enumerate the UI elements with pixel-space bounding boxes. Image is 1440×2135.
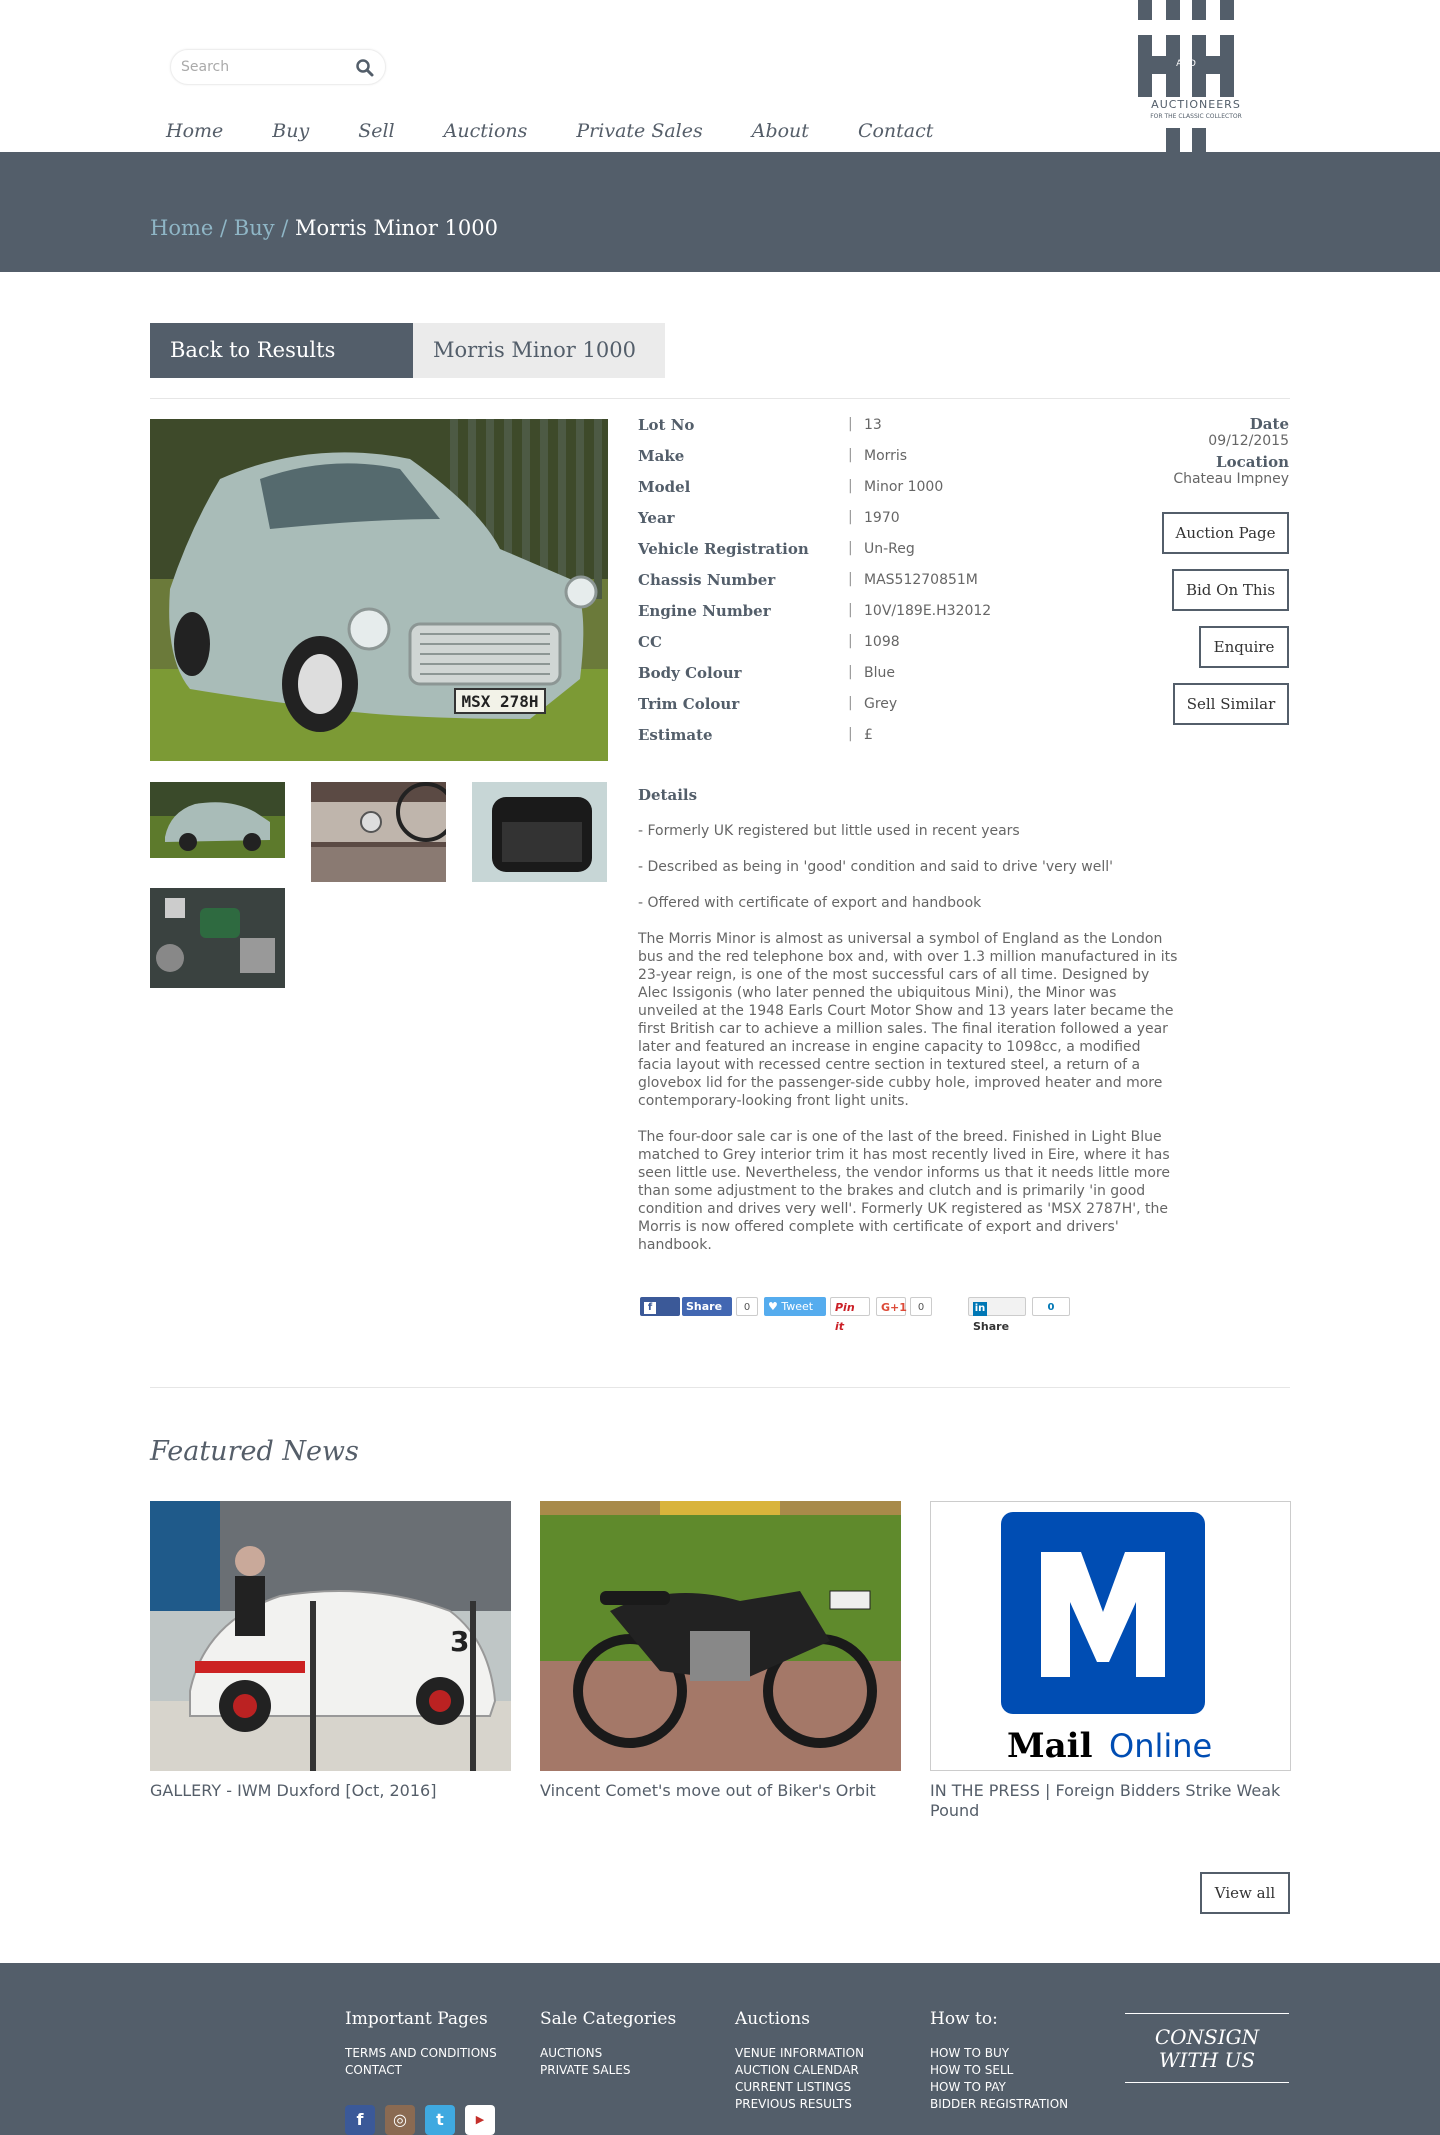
news-card[interactable]	[150, 1501, 511, 1801]
pinterest-button[interactable]: Pin it	[830, 1297, 870, 1316]
facebook-share-count: 0	[736, 1297, 758, 1316]
twitter-icon[interactable]: t	[425, 2105, 455, 2135]
spec-row	[638, 726, 1098, 757]
news-caption[interactable]: Vincent Comet's move out of Biker's Orbit	[540, 1781, 876, 1800]
tweet-button[interactable]	[764, 1297, 826, 1316]
news-caption[interactable]: GALLERY - IWM Duxford [Oct, 2016]	[150, 1781, 437, 1800]
lot-specifications	[638, 416, 1098, 757]
spec-separator: |	[848, 633, 853, 649]
footer-link-private-sales[interactable]: PRIVATE SALES	[540, 2063, 631, 2077]
nav-buy[interactable]: Buy	[272, 120, 310, 142]
breadcrumb	[150, 216, 498, 240]
main-nav	[166, 120, 982, 142]
search-input[interactable]	[181, 57, 351, 77]
footer-link-how-to-sell[interactable]: HOW TO SELL	[930, 2063, 1014, 2077]
site-header	[0, 0, 1440, 152]
svg-text:3: 3	[450, 1625, 470, 1658]
spec-value: Minor 1000	[864, 479, 944, 495]
lot-details	[638, 786, 1178, 1272]
footer-link-terms[interactable]: TERMS AND CONDITIONS	[345, 2046, 497, 2060]
breadcrumb-current: Morris Minor 1000	[295, 216, 498, 240]
location-label: Location	[1216, 453, 1289, 471]
tweet-label: Tweet	[781, 1300, 814, 1313]
spec-value: 13	[864, 417, 882, 433]
spec-value: Un-Reg	[864, 541, 915, 557]
mail-logo-bold: Mail	[1007, 1726, 1093, 1766]
spec-separator: |	[848, 478, 853, 494]
logo-and-text: AND	[1176, 59, 1196, 69]
spec-separator: |	[848, 602, 853, 618]
back-to-results-button[interactable]: Back to Results	[150, 323, 413, 378]
news-caption[interactable]: IN THE PRESS | Foreign Bidders Strike Weak Pound	[930, 1781, 1281, 1820]
nav-private-sales[interactable]: Private Sales	[576, 120, 703, 142]
consign-with-us-button[interactable]: CONSIGN WITH US	[1125, 2013, 1289, 2083]
breadcrumb-separator: /	[281, 216, 289, 240]
thumbnail-car-side[interactable]	[150, 782, 285, 858]
spec-value: Morris	[864, 448, 908, 464]
details-heading: Details	[638, 786, 698, 804]
spec-label: Estimate	[638, 726, 713, 744]
spec-separator: |	[848, 695, 853, 711]
footer-link-previous-results[interactable]: PREVIOUS RESULTS	[735, 2097, 852, 2111]
spec-label: Year	[638, 509, 675, 527]
footer-heading: Important Pages	[345, 2009, 488, 2029]
footer-heading: How to:	[930, 2009, 998, 2029]
youtube-icon[interactable]: ▶	[465, 2105, 495, 2135]
google-plus-button[interactable]: G+1	[876, 1297, 906, 1316]
divider	[150, 398, 1290, 399]
thumbnail-interior[interactable]	[311, 782, 446, 882]
spec-value: 1098	[864, 634, 900, 650]
enquire-button[interactable]: Enquire	[1199, 626, 1289, 668]
spec-row	[638, 571, 1098, 602]
auction-page-button[interactable]: Auction Page	[1162, 512, 1289, 554]
spec-row	[638, 664, 1098, 695]
linkedin-icon: in	[974, 1303, 986, 1314]
news-image-motorcycle[interactable]	[540, 1501, 901, 1771]
mail-logo-light: Online	[1109, 1727, 1213, 1765]
spec-label: Model	[638, 478, 691, 496]
hh-logo-mark	[1136, 0, 1256, 152]
spec-separator: |	[848, 664, 853, 680]
news-card[interactable]	[930, 1501, 1291, 1821]
footer-heading: Sale Categories	[540, 2009, 677, 2029]
footer-link-how-to-pay[interactable]: HOW TO PAY	[930, 2080, 1006, 2094]
spec-label: Chassis Number	[638, 571, 776, 589]
spec-row	[638, 695, 1098, 726]
spec-separator: |	[848, 416, 853, 432]
nav-sell[interactable]: Sell	[358, 120, 395, 142]
spec-row	[638, 509, 1098, 540]
news-card[interactable]	[540, 1501, 901, 1801]
nav-auctions[interactable]: Auctions	[443, 120, 528, 142]
featured-news-heading: Featured News	[150, 1436, 359, 1467]
footer-link-auction-calendar[interactable]: AUCTION CALENDAR	[735, 2063, 859, 2077]
search-icon[interactable]	[355, 58, 375, 78]
divider	[150, 1387, 1290, 1388]
linkedin-share-button[interactable]	[968, 1297, 1026, 1333]
twitter-bird-icon: ♥	[768, 1300, 782, 1313]
spec-label: Lot No	[638, 416, 695, 434]
linkedin-share-count: 0	[1032, 1297, 1070, 1316]
instagram-icon[interactable]: ◎	[385, 2105, 415, 2135]
news-image-mailonline[interactable]	[930, 1501, 1291, 1771]
nav-contact[interactable]: Contact	[857, 120, 934, 142]
svg-text:MSX 278H: MSX 278H	[461, 692, 539, 711]
details-bullet: - Described as being in 'good' condition and said to drive 'very well'	[638, 859, 1113, 875]
spec-row	[638, 447, 1098, 478]
logo-tagline: FOR THE CLASSIC COLLECTOR	[1150, 113, 1242, 120]
spec-row	[638, 602, 1098, 633]
details-bullet: - Formerly UK registered but little used in recent years	[638, 823, 1020, 839]
sale-info	[1089, 416, 1289, 487]
footer-how-to	[930, 2009, 1068, 2113]
spec-row	[638, 416, 1098, 447]
breadcrumb-buy[interactable]: Buy	[233, 216, 275, 240]
lot-title-tab: Morris Minor 1000	[413, 323, 665, 378]
footer-auctions	[735, 2009, 864, 2113]
google-plus-count: 0	[910, 1297, 932, 1316]
breadcrumb-home[interactable]: Home	[150, 216, 214, 240]
details-paragraph: The four-door sale car is one of the last of the breed. Finished in Light Blue matched to Grey interior trim it has most recently lived in Eire, where it has seen little use. Nevertheless, the vendor informs us that it needs little more than some adjustment to the brakes and clutch and is primarily 'in good condition and drives very well'. Formerly UK registered as 'MSX 2787H', the Morris is now offered complete with certificate of export and drivers' handbook.	[638, 1129, 1170, 1253]
spec-label: Engine Number	[638, 602, 771, 620]
footer-link-how-to-buy[interactable]: HOW TO BUY	[930, 2046, 1010, 2060]
footer-link-contact[interactable]: CONTACT	[345, 2063, 402, 2077]
footer-link-current-listings[interactable]: CURRENT LISTINGS	[735, 2080, 852, 2094]
spec-value: 1970	[864, 510, 900, 526]
site-footer	[0, 1963, 1440, 2135]
spec-label: CC	[638, 633, 662, 651]
spec-value: £	[864, 727, 873, 743]
sale-date: 09/12/2015	[1208, 433, 1289, 449]
thumbnail-engine[interactable]	[150, 888, 285, 988]
footer-link-auctions[interactable]: AUCTIONS	[540, 2046, 603, 2060]
spec-separator: |	[848, 447, 853, 463]
footer-important-pages	[345, 2009, 497, 2079]
spec-label: Make	[638, 447, 685, 465]
footer-link-bidder-registration[interactable]: BIDDER REGISTRATION	[930, 2097, 1069, 2111]
facebook-like-button[interactable]	[640, 1297, 680, 1332]
logo-auctioneers-text: AUCTIONEERS	[1151, 98, 1241, 111]
details-paragraph: The Morris Minor is almost as universal a symbol of England as the London bus and the red telephone box and, with over 1.3 million manufactured in its 23-year reign, is one of the most successful cars of all time. Designed by Alec Issigonis (who later penned the ubiquitous Mini), the Minor was unveiled at the 1948 Earls Court Motor Show and 13 years later became the first British car to achieve a million sales. The final iteration followed a year later and featured an increase in engine capacity to 1098cc, a modified facia layout with recessed centre section in textured steel, a return of a glovebox lid for the passenger-side cubby hole, improved heater and more contemporary-looking front light units.	[638, 931, 1178, 1109]
breadcrumb-separator: /	[220, 216, 228, 240]
spec-value: MAS51270851M	[864, 572, 978, 588]
footer-link-venue-information[interactable]: VENUE INFORMATION	[735, 2046, 865, 2060]
facebook-icon[interactable]: f	[345, 2105, 375, 2135]
nav-home[interactable]: Home	[166, 120, 224, 142]
spec-value: Blue	[864, 665, 895, 681]
news-image-porsche[interactable]	[150, 1501, 511, 1771]
spec-row	[638, 478, 1098, 509]
page-banner	[0, 152, 1440, 272]
search-box[interactable]	[170, 49, 386, 85]
like-label: Like	[644, 1319, 670, 1332]
main-car-photo[interactable]	[150, 419, 608, 761]
nav-about[interactable]: About	[751, 120, 809, 142]
sell-similar-button[interactable]: Sell Similar	[1173, 683, 1289, 725]
facebook-icon: f	[644, 1302, 656, 1314]
linkedin-share-label: Share	[973, 1320, 1010, 1333]
spec-separator: |	[848, 540, 853, 556]
spec-value: Grey	[864, 696, 898, 712]
spec-value: 10V/189E.H32012	[864, 603, 992, 619]
spec-label: Trim Colour	[638, 695, 740, 713]
spec-separator: |	[848, 509, 853, 525]
spec-row	[638, 633, 1098, 664]
facebook-share-button[interactable]: Share	[682, 1297, 732, 1316]
footer-heading: Auctions	[735, 2009, 810, 2029]
footer-sale-categories	[540, 2009, 676, 2079]
social-links	[345, 2105, 495, 2135]
site-logo[interactable]	[1136, 0, 1256, 152]
spec-label: Vehicle Registration	[638, 540, 809, 558]
spec-separator: |	[848, 571, 853, 587]
spec-row	[638, 540, 1098, 571]
view-all-button[interactable]: View all	[1200, 1872, 1290, 1914]
details-bullet: - Offered with certificate of export and handbook	[638, 895, 982, 911]
sale-location: Chateau Impney	[1173, 471, 1289, 487]
spec-separator: |	[848, 726, 853, 742]
thumbnail-boot[interactable]	[472, 782, 607, 882]
spec-label: Body Colour	[638, 664, 742, 682]
date-label: Date	[1249, 415, 1289, 433]
bid-on-this-button[interactable]: Bid On This	[1172, 569, 1289, 611]
